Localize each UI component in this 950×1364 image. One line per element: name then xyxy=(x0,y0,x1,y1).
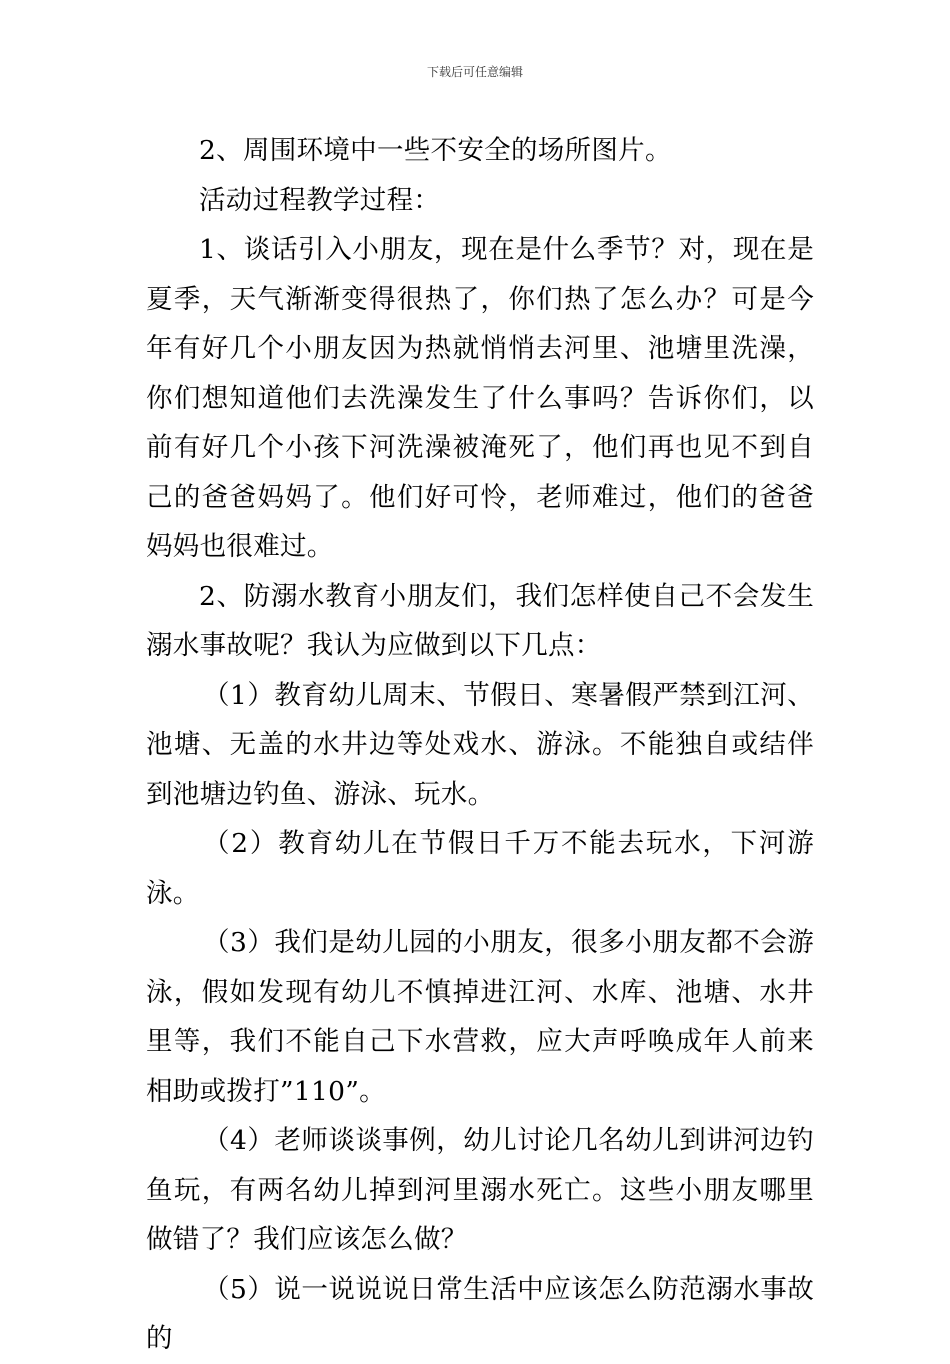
paragraph-process-heading: 活动过程教学过程： xyxy=(199,184,441,216)
paragraph-point-4: （4）老师谈谈事例，幼儿讨论几名幼儿到讲河边钓鱼玩，有两名幼儿掉到河里溺水死亡。这些小朋友哪里做错了？我们应该怎么做？ xyxy=(146,1125,814,1255)
paragraph-step-2: 2、防溺水教育小朋友们，我们怎样使自己不会发生溺水事故呢？我认为应做到以下几点： xyxy=(146,580,814,661)
paragraph-point-1: （1）教育幼儿周末、节假日、寒暑假严禁到江河、池塘、无盖的水井边等处戏水、游泳。不能独自或结伴到池塘边钓鱼、游泳、玩水。 xyxy=(146,679,814,810)
paragraph-step-1: 1、谈话引入小朋友，现在是什么季节？对，现在是夏季，天气渐渐变得很热了，你们热了怎么办？可是今年有好几个小朋友因为热就悄悄去河里、池塘里洗澡，你们想知道他们去洗澡发生了什么事吗？告诉你们，以前有好几个小孩下河洗澡被淹死了，他们再也见不到自己的爸爸妈妈了。他们好可怜，老师难过，他们的爸爸妈妈也很难过。 xyxy=(146,234,814,562)
paragraph-point-5: （5）说一说说说日常生活中应该怎么防范溺水事故的 xyxy=(146,1273,814,1354)
paragraph-point-3: （3）我们是幼儿园的小朋友，很多小朋友都不会游泳，假如发现有幼儿不慎掉进江河、水库、池塘、水井里等，我们不能自己下水营救，应大声呼唤成年人前来相助或拨打”110”。 xyxy=(146,927,814,1107)
paragraph-point-2: （2）教育幼儿在节假日千万不能去玩水，下河游泳。 xyxy=(146,828,814,909)
page-header: 下载后可任意编辑 xyxy=(426,65,523,79)
paragraph-materials-2: 2、周围环境中一些不安全的场所图片。 xyxy=(199,135,672,166)
document-body xyxy=(146,126,814,1364)
